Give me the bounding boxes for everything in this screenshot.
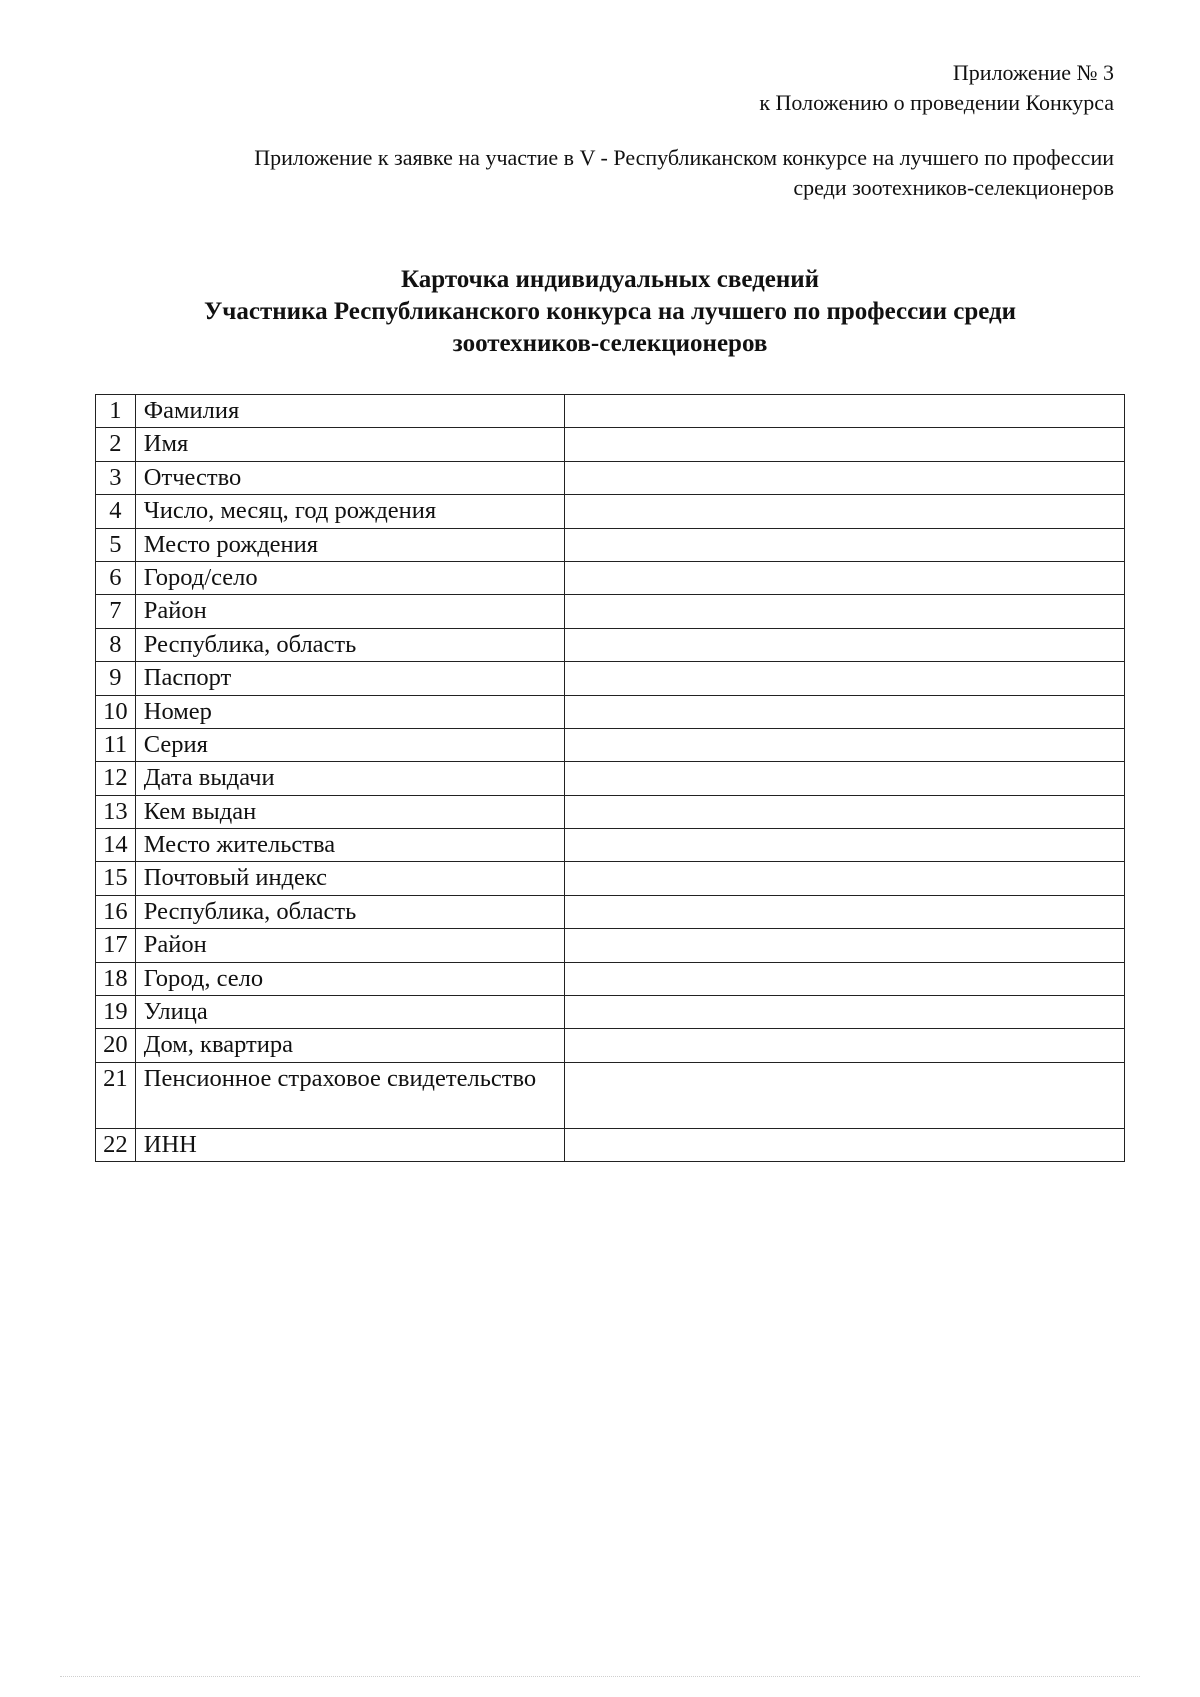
table-row — [96, 762, 1125, 795]
document-title — [140, 264, 1080, 360]
table-row — [96, 829, 1125, 862]
field-label: Республика, область — [135, 628, 564, 661]
field-label: Город, село — [135, 962, 564, 995]
field-value-cell[interactable] — [564, 695, 1124, 728]
field-label: Место жительства — [135, 829, 564, 862]
row-number: 21 — [96, 1062, 136, 1128]
table-row — [96, 1062, 1125, 1128]
row-number: 20 — [96, 1029, 136, 1062]
row-number: 22 — [96, 1128, 136, 1161]
field-label: Номер — [135, 695, 564, 728]
table-row — [96, 628, 1125, 661]
table-row — [96, 495, 1125, 528]
individual-info-table — [95, 394, 1125, 1162]
application-note-line2: среди зоотехников-селекционеров — [793, 175, 1114, 200]
field-value-cell[interactable] — [564, 795, 1124, 828]
field-label: Дата выдачи — [135, 762, 564, 795]
row-number: 10 — [96, 695, 136, 728]
field-value-cell[interactable] — [564, 461, 1124, 494]
field-value-cell[interactable] — [564, 728, 1124, 761]
row-number: 19 — [96, 996, 136, 1029]
field-label: Серия — [135, 728, 564, 761]
field-label: Место рождения — [135, 528, 564, 561]
title-line3: зоотехников-селекционеров — [452, 330, 768, 357]
row-number: 1 — [96, 395, 136, 428]
title-line1: Карточка индивидуальных сведений — [400, 266, 820, 293]
row-number: 6 — [96, 561, 136, 594]
row-number: 13 — [96, 795, 136, 828]
row-number: 8 — [96, 628, 136, 661]
field-value-cell[interactable] — [564, 762, 1124, 795]
field-value-cell[interactable] — [564, 428, 1124, 461]
table-row — [96, 428, 1125, 461]
field-value-cell[interactable] — [564, 395, 1124, 428]
field-label: Город/село — [135, 561, 564, 594]
field-value-cell[interactable] — [564, 895, 1124, 928]
table-row — [96, 795, 1125, 828]
table-row — [96, 895, 1125, 928]
field-value-cell[interactable] — [564, 1062, 1124, 1128]
field-label: Улица — [135, 996, 564, 1029]
row-number: 5 — [96, 528, 136, 561]
field-value-cell[interactable] — [564, 996, 1124, 1029]
row-number: 12 — [96, 762, 136, 795]
field-value-cell[interactable] — [564, 595, 1124, 628]
application-note — [114, 143, 1114, 203]
row-number: 3 — [96, 461, 136, 494]
table-row — [96, 1128, 1125, 1161]
individual-info-table-body — [96, 395, 1125, 1162]
field-value-cell[interactable] — [564, 829, 1124, 862]
field-label: Республика, область — [135, 895, 564, 928]
table-row — [96, 1029, 1125, 1062]
row-number: 7 — [96, 595, 136, 628]
table-row — [96, 996, 1125, 1029]
field-value-cell[interactable] — [564, 1029, 1124, 1062]
appendix-regulation: к Положению о проведении Конкурса — [759, 90, 1114, 115]
table-row — [96, 728, 1125, 761]
field-value-cell[interactable] — [564, 528, 1124, 561]
row-number: 4 — [96, 495, 136, 528]
row-number: 15 — [96, 862, 136, 895]
field-label: Дом, квартира — [135, 1029, 564, 1062]
field-value-cell[interactable] — [564, 862, 1124, 895]
row-number: 17 — [96, 929, 136, 962]
table-row — [96, 595, 1125, 628]
appendix-reference — [759, 58, 1114, 118]
field-label: Пенсионное страховое свидетельство — [135, 1062, 564, 1128]
field-label: Имя — [135, 428, 564, 461]
field-value-cell[interactable] — [564, 662, 1124, 695]
field-value-cell[interactable] — [564, 1128, 1124, 1161]
table-row — [96, 561, 1125, 594]
field-label: Район — [135, 929, 564, 962]
field-label: Фамилия — [135, 395, 564, 428]
table-row — [96, 662, 1125, 695]
field-value-cell[interactable] — [564, 495, 1124, 528]
field-label: Отчество — [135, 461, 564, 494]
row-number: 11 — [96, 728, 136, 761]
field-label: Почтовый индекс — [135, 862, 564, 895]
row-number: 9 — [96, 662, 136, 695]
appendix-number: Приложение № 3 — [952, 60, 1114, 85]
field-label: Кем выдан — [135, 795, 564, 828]
row-number: 14 — [96, 829, 136, 862]
field-value-cell[interactable] — [564, 628, 1124, 661]
field-value-cell[interactable] — [564, 962, 1124, 995]
table-row — [96, 862, 1125, 895]
row-number: 2 — [96, 428, 136, 461]
row-number: 16 — [96, 895, 136, 928]
field-label: Паспорт — [135, 662, 564, 695]
field-label: Район — [135, 595, 564, 628]
field-value-cell[interactable] — [564, 561, 1124, 594]
table-row — [96, 528, 1125, 561]
scan-artifact-line — [60, 1676, 1140, 1679]
application-note-line1: Приложение к заявке на участие в V - Республиканском конкурсе на лучшего по профессии — [254, 145, 1114, 170]
field-label: ИНН — [135, 1128, 564, 1161]
title-line2: Участника Республиканского конкурса на лучшего по профессии среди — [203, 298, 1017, 325]
table-row — [96, 461, 1125, 494]
field-value-cell[interactable] — [564, 929, 1124, 962]
table-row — [96, 395, 1125, 428]
table-row — [96, 929, 1125, 962]
row-number: 18 — [96, 962, 136, 995]
field-label: Число, месяц, год рождения — [135, 495, 564, 528]
table-row — [96, 962, 1125, 995]
table-row — [96, 695, 1125, 728]
